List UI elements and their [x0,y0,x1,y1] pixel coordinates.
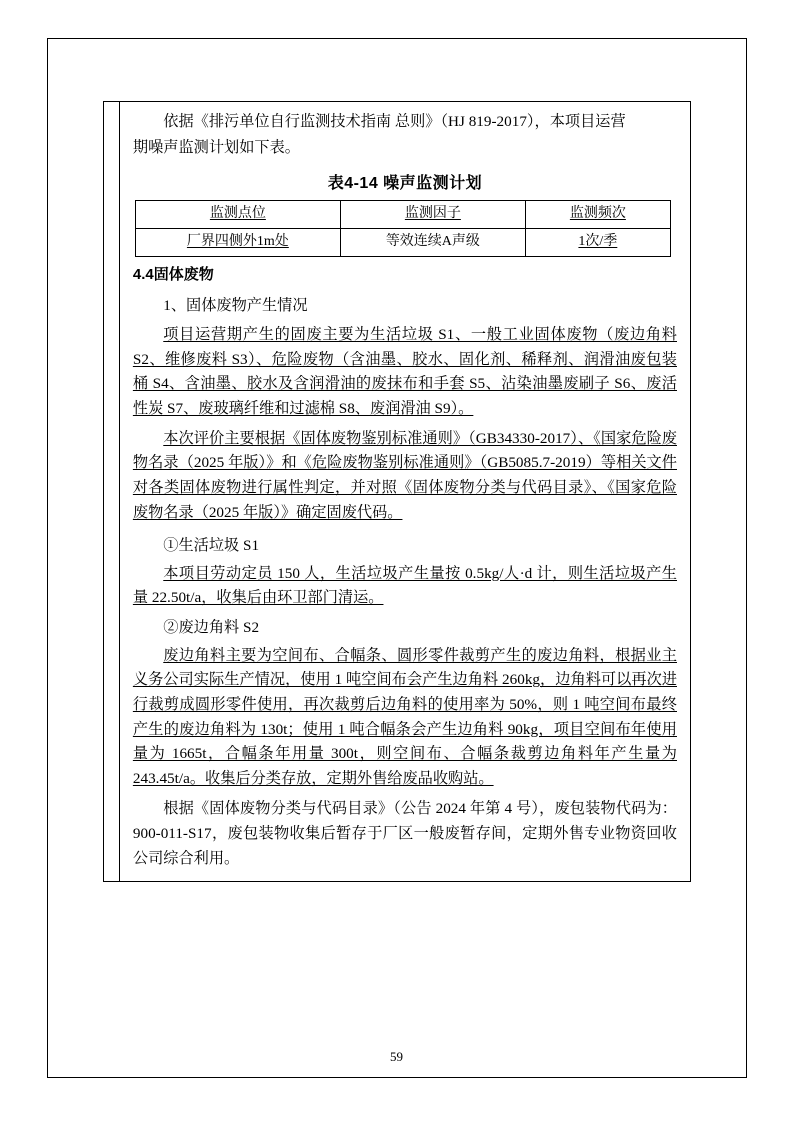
table-caption: 表4-14 噪声监测计划 [327,175,483,193]
table-header-cell-point: 监测点位 [135,201,340,229]
item-2-title: ②废边角料 S2 [163,619,260,637]
paragraph-packaging-code [133,797,677,871]
paragraph-waste-overview: 项目运营期产生的固废主要为生活垃圾 S1、一般工业固体废物（废边角料 S2、维修废料 S3）、危险废物（含油墨、胶水、固化剂、稀释剂、润滑油废包装桶 S4、含油墨、胶水及含润滑油的废抹布和手套 S5、沾染油墨废刷子 S6、废活性炭 S7、废玻璃纤维和过滤棉 S8、废润滑油 S9）。 [132,326,677,418]
item-1-body: 本项目劳动定员 150 人，生活垃圾产生量按 0.5kg/人·d 计，则生活垃圾产生量 22.50t/a，收集后由环卫部门清运。 [132,564,677,607]
table-header-row [135,201,670,229]
table-header-cell-factor: 监测因子 [340,201,525,229]
paragraph-evaluation-basis: 本次评价主要根据《固体废物鉴别标准通则》（GB34330-2017）、《国家危险废物名录（2025 年版）》和《危险废物鉴别标准通则》（GB5085.7-2019）等相关文件对各类固体废物进行属性判定，并对照《固体废物分类与代码目录》、《国家危险废物名录（2025 年版）》确定固废代码。 [132,429,677,521]
table-cell-factor: 等效连续A声级 [340,229,525,257]
packaging-code-text: 根据《固体废物分类与代码目录》（公告 2024 年第 4 号），废包装物代码为：900-011-S17，废包装物收集后暂存于厂区一般废暂存间，定期外售专业物资回收公司综合利用。 [132,800,677,867]
intro-paragraph [133,110,677,160]
subsection-heading: 1、固体废物产生情况 [163,296,308,314]
table-row [135,229,670,257]
intro-line-1: 依据《排污单位自行监测技术指南 总则》（HJ 819-2017），本项目运营 [163,113,626,130]
left-margin-cell [104,102,120,882]
noise-monitoring-table [135,200,671,257]
table-cell-point: 厂界四侧外1m处 [135,229,340,257]
item-2-body: 废边角料主要为空间布、合幅条、圆形零件裁剪产生的废边角料，根据业主义务公司实际生产情况，使用 1 吨空间布会产生边角料 260kg，边角料可以再次进行裁剪成圆形零件使用，再次裁剪后边角料的使用率为 50%，则 1 吨空间布最终产生的废边角料为 130t；使用 1 吨合幅条会产生边角料 90kg，项目空间布年使用量为 1665t，合幅条年用量 300t，则空间布、合幅条裁剪边角料年产生量为 243.45t/a。收集后分类存放，定期外售给废品收购站。 [132,646,677,787]
main-content-cell [119,102,690,882]
table-header-cell-frequency: 监测频次 [525,201,670,229]
page-content-table [103,101,691,882]
table-cell-frequency: 1次/季 [525,229,670,257]
intro-line-2: 期噪声监测计划如下表。 [132,138,300,156]
page-number: 59 [390,1049,403,1064]
section-heading-solid-waste: 4.4固体废物 [132,266,214,284]
item-1-title: ①生活垃圾 S1 [163,537,260,555]
